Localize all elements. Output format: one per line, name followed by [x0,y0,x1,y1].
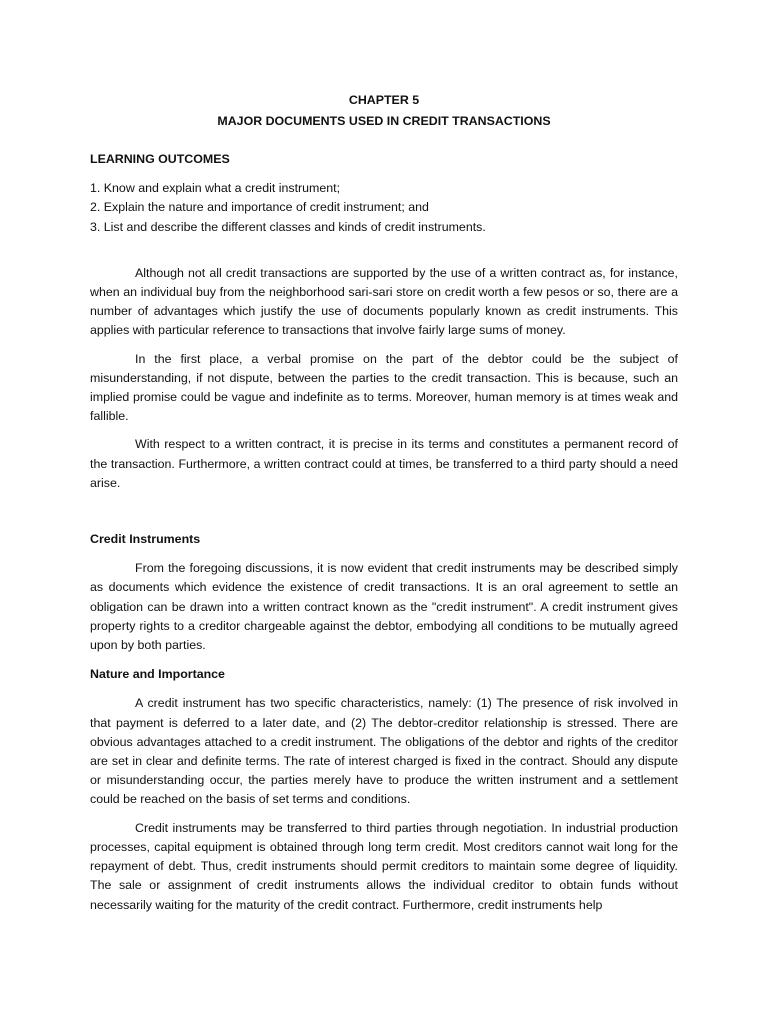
nature-importance-heading: Nature and Importance [90,667,225,682]
chapter-header [90,90,678,132]
chapter-number: CHAPTER 5 [348,93,420,107]
learning-outcomes-list [90,179,678,237]
credit-instruments-heading: Credit Instruments [90,532,201,547]
nature-importance-paragraph: Credit instruments may be transferred to third parties through negotiation. In industrial production processes, capital equipment is obtained through long term credit. Most creditors cannot wait long for the repayment of debt. Thus, credit instruments should permit creditors to maintain some degree of liquidity. The sale or assignment of credit instruments allows the individual creditor to obtain funds without necessarily waiting for the maturity of the credit contract. Furthermore, credit instruments help [90,820,678,912]
learning-outcomes-heading: LEARNING OUTCOMES [90,152,230,166]
credit-instruments-paragraph: From the foregoing discussions, it is now evident that credit instruments may be described simply as documents which evidence the existence of credit transactions. It is an oral agreement to settle an obligation can be drawn into a written contract known as the "credit instrument". A credit instrument gives property rights to a creditor chargeable against the debtor, embodying all conditions to be mutually agreed upon by both parties. [90,561,678,653]
intro-paragraph: Although not all credit transactions are supported by the use of a written contract as, for instance, when an individual buy from the neighborhood sari-sari store on credit worth a few pesos or so, there are a number of advantages which justify the use of documents popularly known as credit instruments. This applies with particular reference to transactions that involve fairly large sums of money. [90,265,678,338]
page-content [90,90,678,915]
intro-paragraph: With respect to a written contract, it is precise in its terms and constitutes a permanent record of the transaction. Furthermore, a written contract could at times, be transferred to a third party should a need arise. [90,437,678,490]
learning-outcome-item: 1. Know and explain what a credit instrument; [90,181,341,196]
intro-paragraph: In the first place, a verbal promise on the part of the debtor could be the subject of misunderstanding, if not dispute, between the parties to the credit transaction. This is because, such an implied promise could be vague and indefinite as to terms. Moreover, human memory is at times weak and fallible. [90,351,678,424]
nature-importance-paragraph: A credit instrument has two specific characteristics, namely: (1) The presence of risk involved in that payment is deferred to a later date, and (2) The debtor-creditor relationship is stressed. There are obvious advantages attached to a credit instrument. The obligations of the debtor and rights of the creditor are set in clear and definite terms. The rate of interest charged is fixed in the contract. Should any dispute or misunderstanding occur, the parties merely have to produce the written instrument and a settlement could be reached on the basis of set terms and conditions. [90,696,678,807]
learning-outcome-item: 3. List and describe the different classes and kinds of credit instruments. [90,219,486,234]
chapter-title: MAJOR DOCUMENTS USED IN CREDIT TRANSACTIONS [217,114,551,128]
learning-outcome-item: 2. Explain the nature and importance of credit instrument; and [90,200,429,215]
